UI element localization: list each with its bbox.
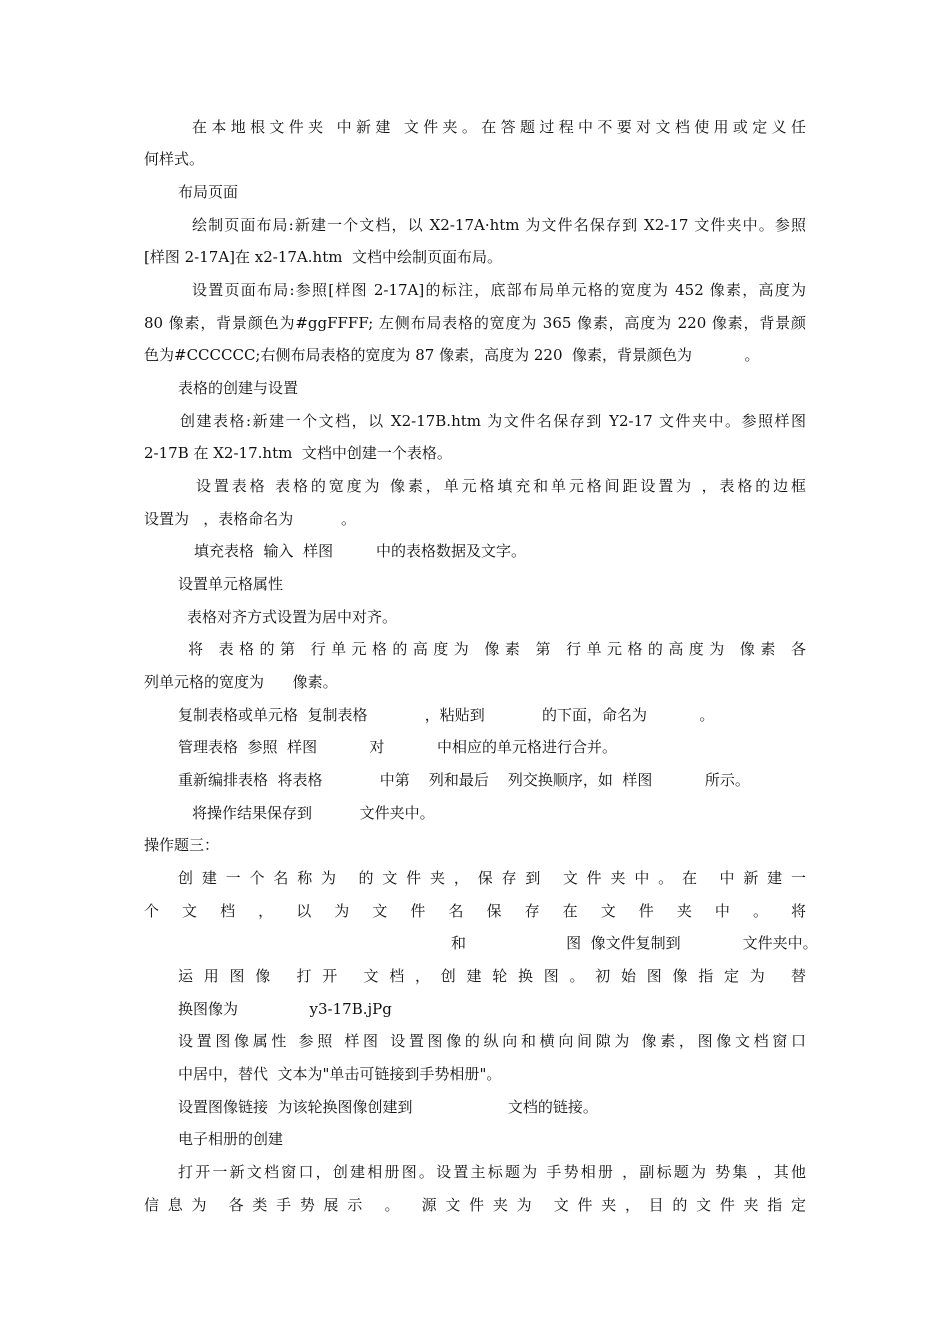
text-line: 填充表格 输入 样图 中的表格数据及文字。 — [194, 542, 526, 560]
text-line: 2-17B 在 X2-17.htm 文档中创建一个表格。 — [144, 444, 452, 462]
text-line: 创建一个名称为 的文件夹，保存到 文件夹中。在 中新建一 — [178, 869, 806, 887]
text-line: 布局页面 — [178, 183, 239, 201]
text-line: 列单元格的宽度为 像素。 — [144, 673, 338, 691]
text-line: 表格的创建与设置 — [178, 379, 299, 397]
text-line: 将 表格的第 行单元格的高度为 像素 第 行单元格的高度为 像素 各 — [188, 640, 806, 658]
text-line: [样图 2-17A]在 x2-17A.htm 文档中绘制页面布局。 — [144, 248, 502, 266]
text-line: 设置图像链接 为该轮换图像创建到 文档的链接。 — [178, 1098, 598, 1116]
text-line: 操作题三： — [144, 836, 220, 854]
text-line: 电子相册的创建 — [178, 1130, 284, 1148]
text-line: 绘制页面布局:新建一个文档，以 X2-17A·htm 为文件名保存到 X2-17 文件夹中。参照 — [192, 216, 806, 234]
text-line: 设置页面布局:参照[样图 2-17A]的标注，底部布局单元格的宽度为 452 像素，高度为 — [192, 281, 806, 299]
text-line: 运用图像 打开 文档，创建轮换图。初始图像指定为 替 — [178, 967, 806, 985]
text-line: 设置为 ，表格命名为 。 — [144, 510, 356, 528]
text-line: 和 图 像文件复制到 文件夹中。 — [451, 934, 818, 952]
text-line: 色为#CCCCCC;右侧布局表格的宽度为 87 像素，高度为 220 像素，背景颜色为 。 — [144, 346, 760, 364]
text-line: 复制表格或单元格 复制表格 ，粘贴到 的下面，命名为 。 — [178, 706, 715, 724]
text-line: 中居中，替代 文本为"单击可链接到手势相册"。 — [178, 1065, 502, 1083]
text-line: 个 文 档 ， 以 为 文 件 名 保 存 在 文 件 夹 中 。 将 — [144, 902, 806, 920]
text-line: 设置表格 表格的宽度为 像素，单元格填充和单元格间距设置为 ，表格的边框 — [196, 477, 806, 495]
text-line: 换图像为 y3-17B.jPg — [178, 1000, 392, 1018]
text-line: 何样式。 — [144, 150, 205, 168]
text-line: 信息为 各类手势展示 。 源文件夹为 文件夹，目的文件夹指定 — [144, 1196, 806, 1214]
text-line: 表格对齐方式设置为居中对齐。 — [187, 608, 398, 626]
text-line: 设置单元格属性 — [178, 575, 284, 593]
text-line: 80 像素，背景颜色为#ggFFFF; 左侧布局表格的宽度为 365 像素，高度为 220 像素，背景颜 — [144, 314, 806, 332]
text-line: 打开一新文档窗口，创建相册图。设置主标题为 手势相册 ，副标题为 势集 ，其他 — [178, 1163, 806, 1181]
text-line: 创建表格:新建一个文档，以 X2-17B.htm 为文件名保存到 Y2-17 文件夹中。参照样图 — [180, 412, 806, 430]
text-line: 重新编排表格 将表格 中第 列和最后 列交换顺序，如 样图 所示。 — [178, 771, 750, 789]
text-line: 管理表格 参照 样图 对 中相应的单元格进行合并。 — [178, 738, 617, 756]
text-line: 在本地根文件夹 中新建 文件夹。在答题过程中不要对文档使用或定义任 — [192, 118, 806, 136]
text-line: 设置图像属性 参照 样图 设置图像的纵向和横向间隙为 像素，图像文档窗口 — [178, 1032, 806, 1050]
text-line: 将操作结果保存到 文件夹中。 — [192, 804, 435, 822]
